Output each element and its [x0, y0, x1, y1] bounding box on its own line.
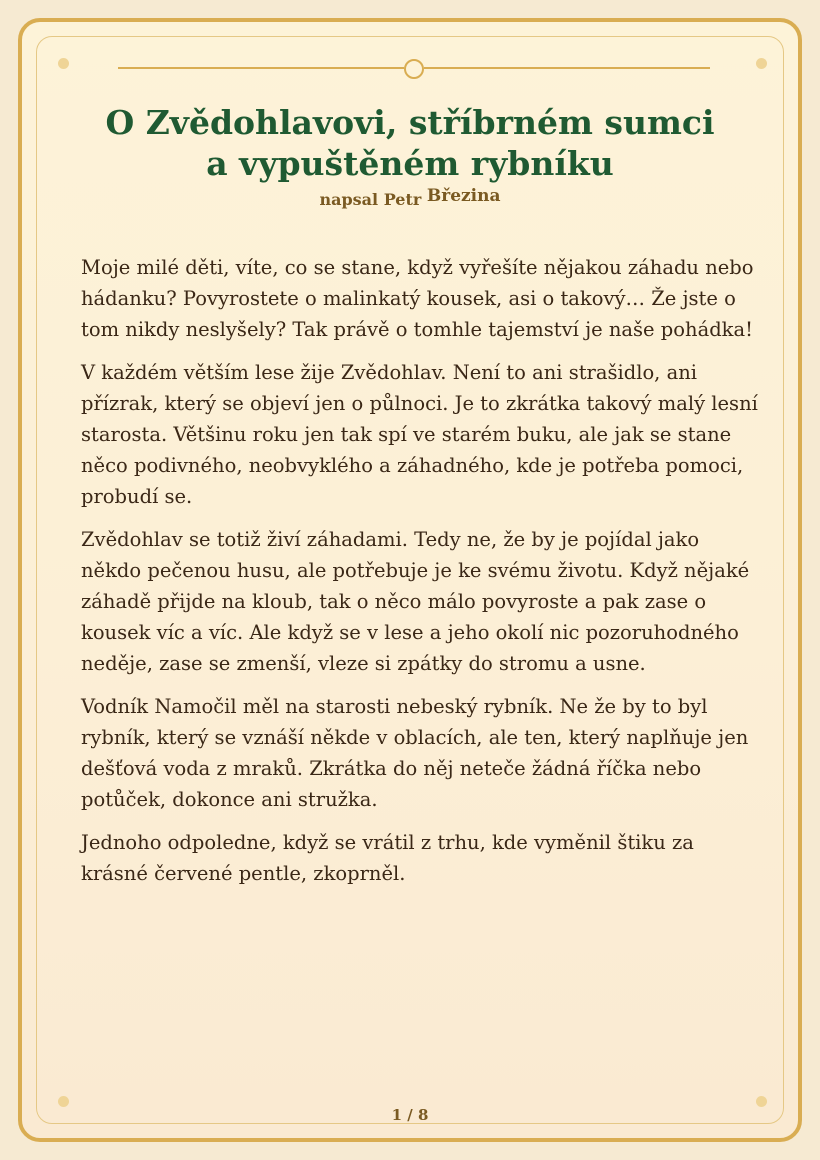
page-number: 1 / 8 — [391, 1106, 429, 1124]
author-surname: Březina — [426, 186, 501, 206]
corner-ornament-top-left — [58, 58, 69, 69]
story-body — [81, 252, 761, 901]
story-page — [18, 18, 802, 1142]
paragraph: Moje milé děti, víte, co se stane, když vyřešíte nějakou záhadu nebo hádanku? Povyrostete o malinkatý kousek, asi o takový… Že jste o tom nikdy neslyšely? Tak právě o tomhle tajemství je naše pohádka! — [81, 256, 754, 341]
corner-ornament-top-right — [756, 58, 767, 69]
paragraph: V každém větším lese žije Zvědohlav. Není to ani strašidlo, ani přízrak, který se objeví jen o půlnoci. Je to zkrátka takový malý lesní starosta. Většinu roku jen tak spí ve starém buku, ale jak se stane něco podivného, neobvyklého a záhadného, kde je potřeba pomoci, probudí se. — [81, 361, 758, 508]
story-title — [22, 102, 798, 184]
paragraph: Zvědohlav se totiž živí záhadami. Tedy ne, že by je pojídal jako někdo pečenou husu, ale potřebuje je ke svému životu. Když nějaké záhadě přijde na kloub, tak o něco málo povyroste a pak zase o kousek víc a víc. Ale když se v lese a jeho okolí nic pozoruhodného neděje, zase se zmenší, vleze si zpátky do stromu a usne. — [81, 528, 750, 675]
author-byline — [22, 186, 798, 210]
title-line-1: O Zvědohlavovi, stříbrném sumci — [105, 103, 715, 142]
header-ornament-line-right — [424, 67, 710, 69]
paragraph: Jednoho odpoledne, když se vrátil z trhu, kde vyměnil štiku za krásné červené pentle, zkoprněl. — [81, 831, 694, 885]
author-prefix: napsal Petr — [319, 190, 422, 209]
paragraph: Vodník Namočil měl na starosti nebeský rybník. Ne že by to byl rybník, který se vznáší někde v oblacích, ale ten, který naplňuje jen dešťová voda z mraků. Zkrátka do něj neteče žádná říčka nebo potůček, dokonce ani stružka. — [81, 695, 749, 811]
title-line-2: a vypuštěném rybníku — [206, 144, 614, 183]
header-ornament-circle — [404, 59, 424, 79]
header-ornament-line-left — [118, 67, 404, 69]
